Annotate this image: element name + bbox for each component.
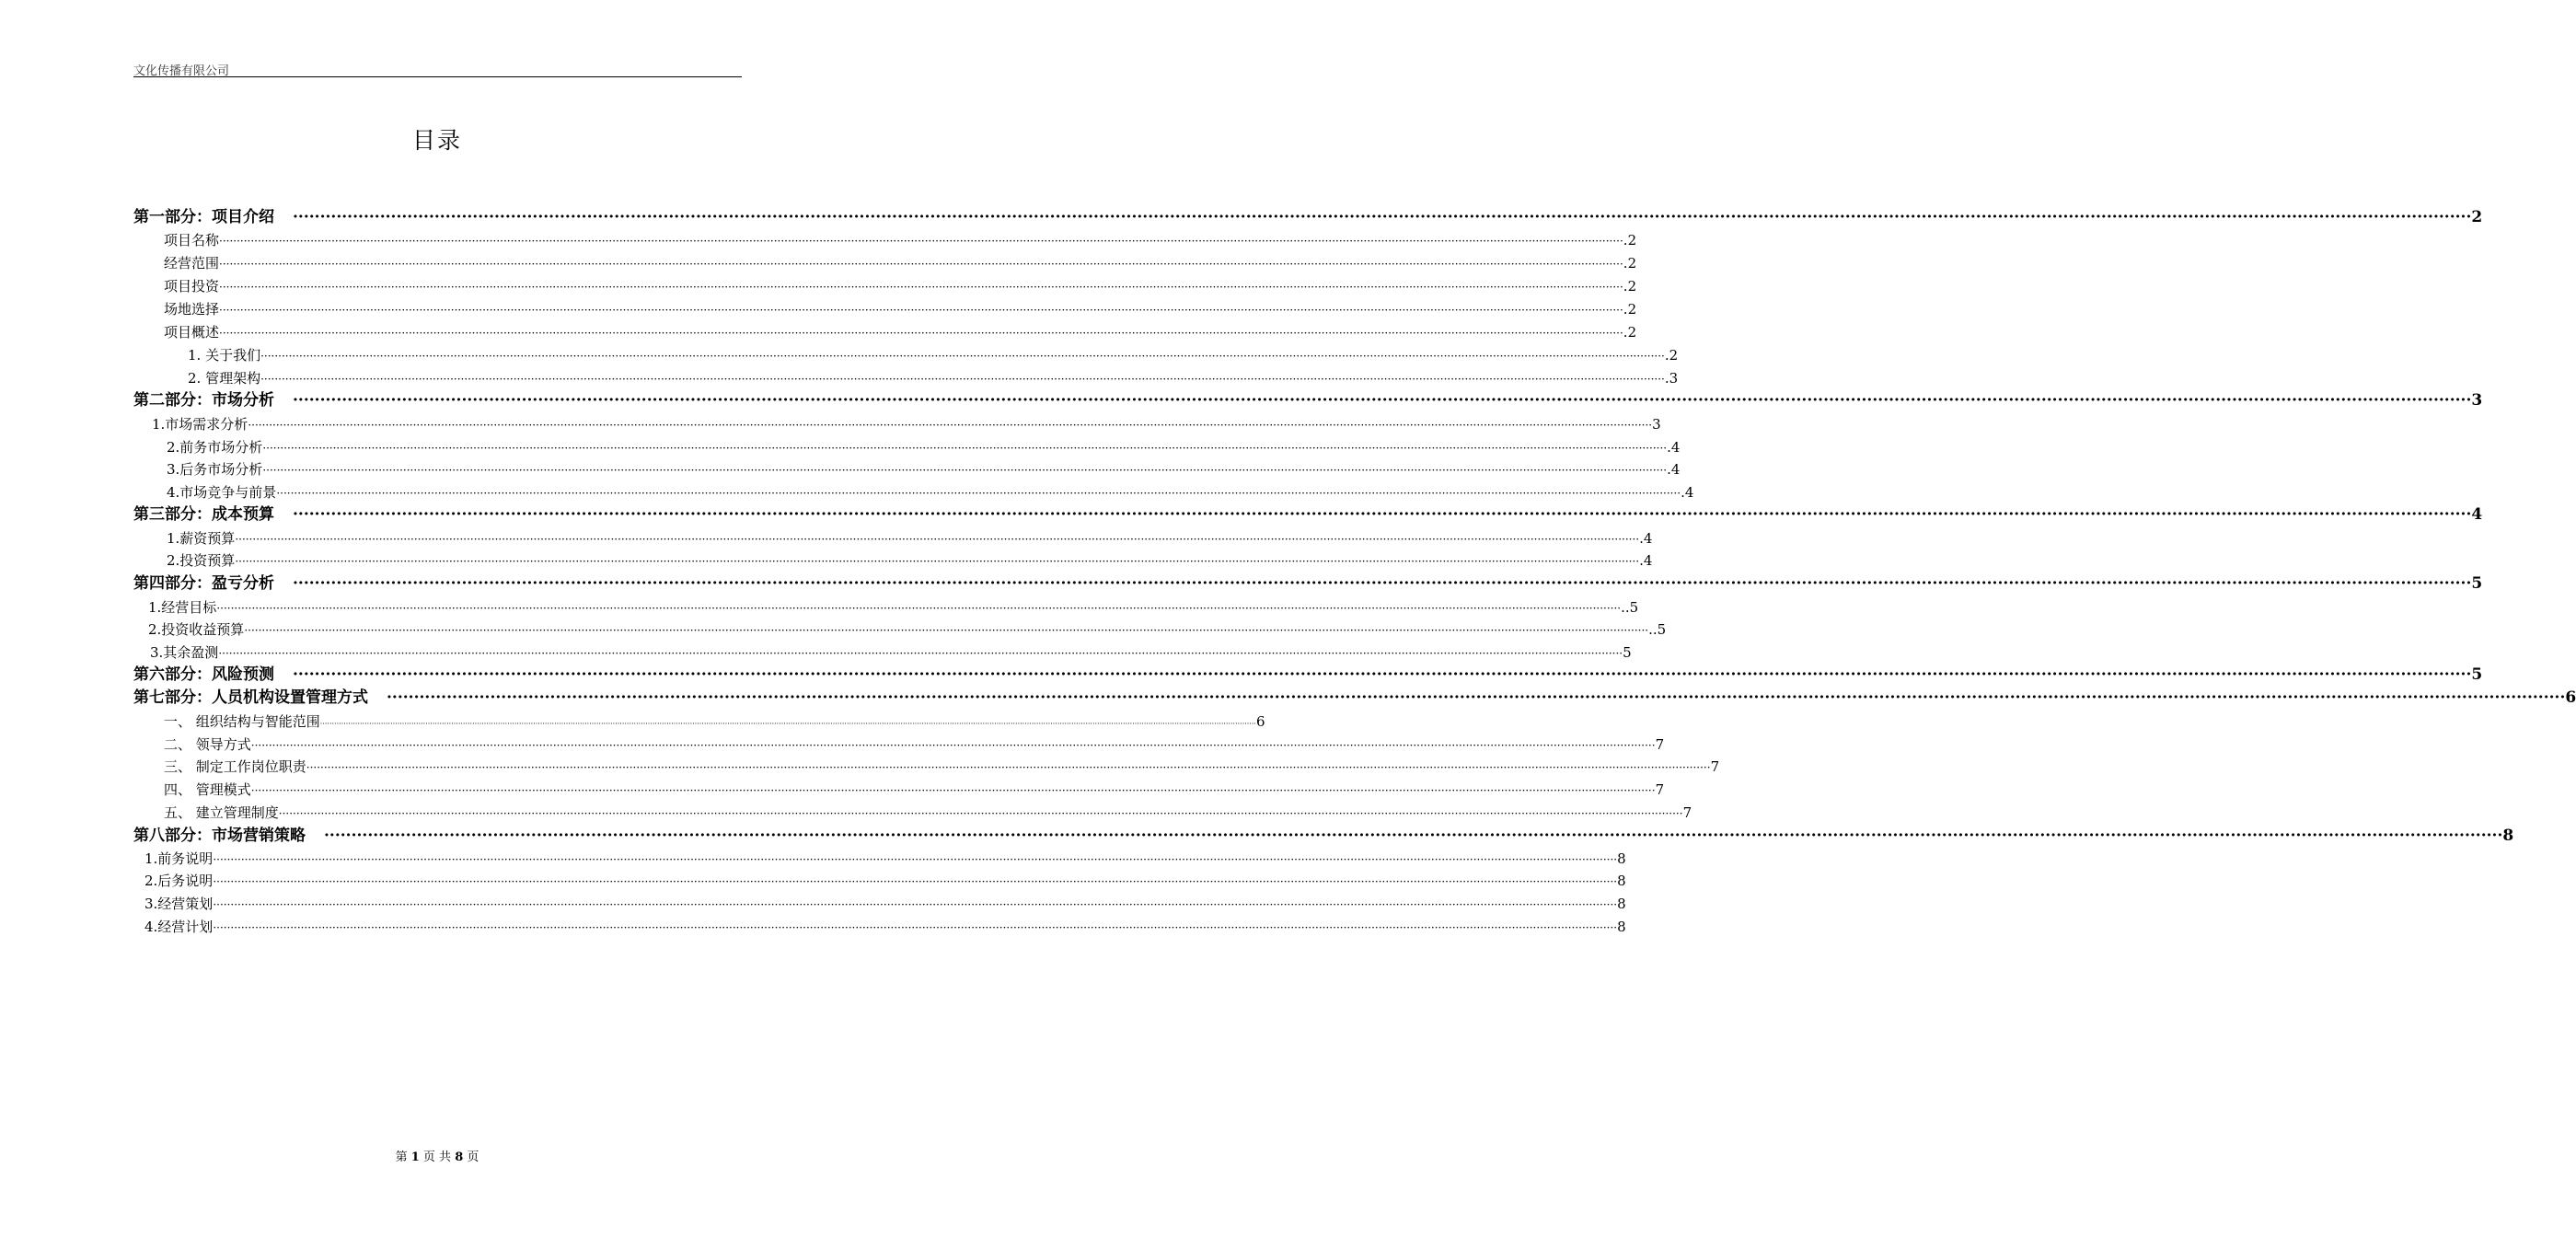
page-title: 目录 [411, 127, 462, 154]
toc-page-number: 7 [1655, 781, 1665, 798]
toc-page-number: 8 [1617, 873, 1626, 889]
toc-label: 1.薪资预算 [167, 530, 236, 547]
toc-page-number: 3 [2471, 391, 2483, 410]
toc-leader: ················································································································································································································································································································································································································ [293, 574, 2472, 593]
toc-leader: ················································································································································································································································································································································································································ [219, 235, 1623, 248]
header-company: 文化传播有限公司 [133, 64, 230, 78]
toc-label: 一、 组织结构与智能范围 [164, 713, 320, 730]
toc-page-number: 3 [1652, 416, 1661, 433]
toc-page-number: 2 [2471, 208, 2483, 226]
toc-page-number: 4 [2471, 505, 2483, 524]
toc-entry[interactable] [148, 619, 1667, 640]
toc-leader: ················································································································································································································································································································································································································ [250, 739, 1656, 752]
toc-entry[interactable] [150, 642, 1632, 663]
toc-label: 项目概述 [164, 324, 220, 341]
toc-label: 项目名称 [164, 232, 220, 249]
toc-entry[interactable] [164, 253, 1637, 273]
toc-label: 第二部分：市场分析 [133, 391, 274, 410]
toc-page-number: .2 [1623, 232, 1637, 249]
toc-label: 4.经营计划 [144, 919, 214, 935]
toc-entry[interactable] [188, 368, 1679, 388]
toc-entry[interactable] [164, 803, 1692, 823]
toc-entry[interactable] [164, 780, 1665, 800]
toc-entry[interactable] [133, 504, 2483, 525]
footer-prefix: 第 [395, 1150, 408, 1164]
toc-leader: ················································································································································································································································································································································································································ [213, 898, 1618, 911]
toc-label: 第七部分：人员机构设置管理方式 [133, 688, 368, 707]
toc-entry[interactable] [148, 597, 1639, 618]
toc-entry[interactable] [164, 276, 1637, 296]
toc-label: 3.后务市场分析 [167, 461, 263, 478]
toc-entry[interactable] [164, 734, 1665, 755]
toc-leader: ················································································································································································································································································································································································································ [213, 853, 1618, 866]
toc-page-number: 8 [1617, 919, 1626, 935]
toc-label: 2. 管理架构 [188, 370, 261, 387]
toc-entry[interactable] [167, 437, 1681, 457]
toc-label: 第三部分：成本预算 [133, 505, 274, 524]
toc-page-number: 8 [1617, 896, 1626, 912]
footer-current-page: 1 [410, 1150, 420, 1164]
toc-leader: ················································································································································································································································································································································································································ [216, 602, 1622, 615]
toc-page-number: 8 [2502, 827, 2514, 845]
toc-label: 1.前务说明 [144, 850, 214, 867]
toc-leader: ················································································································································································································································································································································································································ [260, 350, 1665, 363]
toc-leader: ················································································································································································································································································································································································································ [219, 304, 1623, 317]
toc-label: 场地选择 [164, 301, 220, 318]
toc-label: 3.经营策划 [144, 896, 214, 912]
toc-label: 4.市场竞争与前景 [167, 484, 277, 501]
toc-leader: ················································································································································································································································································································································································································ [260, 373, 1665, 386]
toc-page-number: .2 [1623, 255, 1637, 272]
toc-entry[interactable] [164, 230, 1637, 250]
toc-page-number: 6 [1255, 713, 1265, 730]
toc-label: 经营范围 [164, 255, 220, 272]
toc-entry[interactable] [188, 345, 1679, 365]
toc-leader: ················································································································································································································································································································································································································ [293, 208, 2472, 226]
toc-page-number: .4 [1667, 439, 1681, 456]
toc-label: 第八部分：市场营销策略 [133, 827, 306, 845]
toc-leader: ················································································································································································································································································································································································································ [235, 533, 1640, 546]
toc-entry[interactable] [133, 390, 2483, 410]
toc-page-number: .4 [1681, 484, 1694, 501]
toc-label: 五、 建立管理制度 [164, 804, 279, 821]
toc-leader: ················································································································································································································································································································································································································ [213, 921, 1618, 934]
toc-entry[interactable] [152, 414, 1661, 434]
footer-suffix: 页 [467, 1150, 479, 1164]
toc-leader: ················································································································································································································································································································································································································ [278, 807, 1683, 820]
toc-label: 四、 管理模式 [164, 781, 251, 798]
toc-label: 三、 制定工作岗位职责 [164, 758, 306, 775]
toc-entry[interactable] [167, 550, 1653, 571]
toc-label: 1. 关于我们 [188, 347, 261, 364]
toc-page-number: ..5 [1648, 621, 1667, 638]
toc-leader: ················································································································································································································································································································································································································ [262, 464, 1668, 477]
toc-label: 1.经营目标 [148, 599, 217, 616]
toc-entry[interactable] [144, 917, 1626, 937]
toc-leader: ················································································································································································································································································································································································································ [262, 442, 1668, 455]
toc-label: 2.后务说明 [144, 873, 214, 889]
toc-page-number: 7 [1682, 804, 1692, 821]
toc-page-number: 5 [1623, 644, 1632, 661]
toc-page-number: .4 [1639, 530, 1653, 547]
toc-entry[interactable] [167, 482, 1694, 503]
toc-entry[interactable] [133, 207, 2483, 227]
toc-entry[interactable] [164, 299, 1637, 319]
toc-leader: ················································································································································································································································································································································································································ [293, 665, 2472, 684]
toc-page-number: 7 [1655, 736, 1665, 753]
toc-label: 1.市场需求分析 [152, 416, 248, 433]
toc-entry[interactable] [144, 871, 1626, 891]
toc-leader: ················································································································································································································································································································································································································ [306, 761, 1711, 774]
toc-leader: ················································································································································································································································································································································································································ [319, 720, 1256, 728]
toc-page-number: .2 [1623, 301, 1637, 318]
toc-page-number: .3 [1664, 370, 1679, 387]
toc-leader: ················································································································································································································································································································································································································ [250, 784, 1656, 797]
toc-label: 第四部分：盈亏分析 [133, 574, 274, 593]
toc-leader: ················································································································································································································································································································································································································ [218, 647, 1623, 660]
toc-leader: ················································································································································································································································································································································································································ [276, 487, 1681, 500]
toc-entry[interactable] [133, 826, 2514, 846]
toc-entry[interactable] [133, 665, 2483, 685]
toc-leader: ················································································································································································································································································································································································································ [293, 505, 2472, 524]
toc-entry[interactable] [164, 322, 1637, 342]
toc-entry[interactable] [167, 459, 1681, 480]
toc-entry[interactable] [164, 757, 1720, 777]
toc-page-number: .4 [1667, 461, 1681, 478]
toc-page-number: 6 [2565, 688, 2576, 707]
toc-label: 项目投资 [164, 278, 220, 295]
toc-label: 2.投资预算 [167, 552, 236, 569]
toc-label: 二、 领导方式 [164, 736, 251, 753]
toc-page-number: 7 [1710, 758, 1720, 775]
footer-middle: 页 共 [422, 1150, 452, 1164]
toc-page-number: 5 [2471, 665, 2483, 684]
toc-label: 第六部分：风险预测 [133, 665, 274, 684]
toc-leader: ················································································································································································································································································································································································································ [324, 827, 2503, 845]
toc-entry[interactable] [133, 573, 2483, 594]
toc-leader: ················································································································································································································································································································································································································ [213, 875, 1618, 888]
toc-leader: ················································································································································································································································································································································································································ [387, 688, 2566, 707]
toc-page-number: .2 [1623, 278, 1637, 295]
toc-page-number: .4 [1639, 552, 1653, 569]
footer-total-pages: 8 [455, 1150, 464, 1164]
toc-leader: ················································································································································································································································································································································································································ [219, 281, 1623, 294]
toc-entry[interactable] [144, 849, 1626, 869]
toc-leader: ················································································································································································································································································································································································································ [219, 258, 1623, 271]
toc-page-number: 8 [1617, 850, 1626, 867]
toc-label: 第一部分：项目介绍 [133, 208, 274, 226]
toc-label: 3.其余盈测 [150, 644, 219, 661]
toc-entry[interactable] [164, 711, 1265, 732]
toc-label: 2.前务市场分析 [167, 439, 263, 456]
toc-page-number: .2 [1664, 347, 1679, 364]
toc-leader: ················································································································································································································································································································································································································ [248, 419, 1653, 432]
toc-entry[interactable] [167, 528, 1653, 549]
toc-entry[interactable] [144, 894, 1626, 914]
toc-leader: ················································································································································································································································································································································································································ [235, 555, 1640, 568]
page-footer [0, 1147, 874, 1164]
toc-entry[interactable] [133, 688, 2576, 708]
toc-leader: ················································································································································································································································································································································································································ [244, 624, 1649, 637]
toc-page-number: 5 [2471, 574, 2483, 593]
toc-page-number: ..5 [1621, 599, 1639, 616]
toc-leader: ················································································································································································································································································································································································································ [293, 391, 2472, 410]
toc-leader: ················································································································································································································································································································································································································ [219, 327, 1623, 340]
toc-label: 2.投资收益预算 [148, 621, 245, 638]
toc-page-number: .2 [1623, 324, 1637, 341]
